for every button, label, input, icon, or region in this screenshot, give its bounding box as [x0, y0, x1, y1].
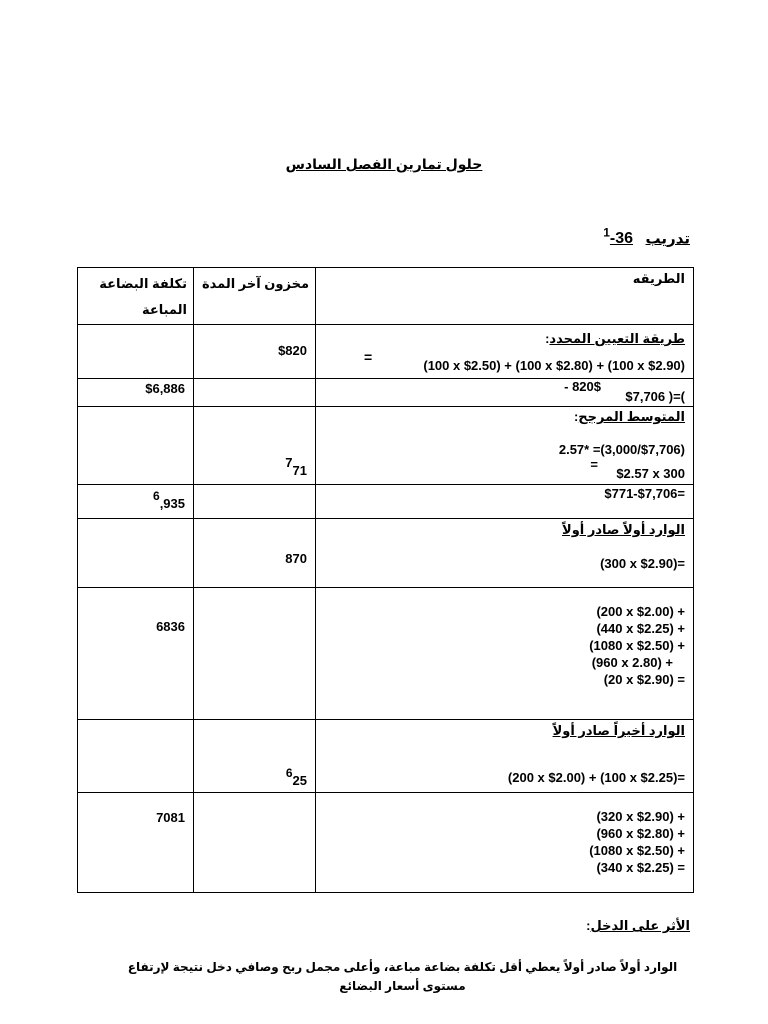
header-method-cell: [316, 268, 694, 325]
specific-calc-line: (100 x $2.50) + (100 x $2.80) + (100 x $2.90): [423, 358, 685, 373]
specific-total-line: $7,706 )=(: [625, 389, 685, 404]
fifo-inventory: 870: [285, 551, 307, 566]
table-row: [78, 325, 694, 379]
header-inventory-cell: [194, 268, 316, 325]
header-cogs-cell: [78, 268, 194, 325]
average-cogs-line: $771-$7,706=: [604, 486, 685, 501]
solution-table: [77, 267, 694, 893]
table-row: [78, 720, 694, 793]
table-row: [78, 485, 694, 519]
page-title: حلول تمارين الفصل السادس: [285, 156, 483, 172]
average-method-title: المتوسط المرجح:: [573, 409, 685, 424]
header-method: الطريقه: [632, 271, 685, 286]
exercise-number: $^1$-36: [603, 226, 634, 248]
fifo-cogs-line: (1080 x $2.50) +: [589, 638, 685, 653]
table-row: [78, 793, 694, 893]
specific-inventory: $820: [278, 343, 307, 358]
specific-subtract-line: - 820$: [564, 379, 601, 394]
table-row: [78, 588, 694, 720]
header-cogs: تكلفة البضاعة المباعة: [99, 276, 187, 317]
fifo-cogs-line: (20 x $2.90) =: [603, 672, 685, 687]
fifo-cogs-line: (200 x $2.00) +: [596, 604, 685, 619]
lifo-cogs: 7081: [156, 810, 185, 825]
table-row: [78, 519, 694, 588]
table-header-row: [78, 268, 694, 325]
average-inventory: 771: [285, 455, 307, 478]
lifo-cogs-line: (960 x $2.80) +: [596, 826, 685, 841]
effect-title: الأثر على الدخل:: [586, 918, 690, 933]
average-equals-sign: =: [590, 457, 598, 472]
lifo-cogs-line: (1080 x $2.50) +: [589, 843, 685, 858]
exercise-heading: [603, 226, 690, 248]
header-ending-inventory: مخزون آخر المدة: [201, 276, 309, 291]
average-inventory-line: $2.57 x 300: [616, 466, 685, 481]
fifo-cogs-lines: [316, 588, 693, 719]
fifo-inventory-line: (300 x $2.90)=: [600, 556, 685, 571]
lifo-method-title: الوارد أخيراً صادر أولاً: [552, 723, 685, 738]
average-unit-cost-line: 2.57* =(3,000/$7,706): [558, 442, 685, 457]
lifo-inventory: 625: [285, 766, 307, 788]
effect-text: الوارد أولاً صادر أولاً يعطي أقل تكلفة بضاعة مباعة، وأعلى مجمل ربح وصافي دخل نتيجة لإرتفاع مستوى أسعار البضائع: [127, 960, 678, 993]
lifo-cogs-line: (340 x $2.25) =: [596, 860, 685, 875]
specific-equals-sign: =: [364, 349, 373, 365]
specific-cogs: $6,886: [145, 381, 185, 396]
lifo-inventory-line: (200 x $2.00) + (100 x $2.25)=: [507, 770, 685, 785]
lifo-cogs-line: (320 x $2.90) +: [596, 809, 685, 824]
lifo-cogs-lines: [316, 793, 693, 892]
fifo-cogs: 6836: [156, 619, 185, 634]
fifo-cogs-line: (440 x $2.25) +: [596, 621, 685, 636]
table-row: [78, 379, 694, 407]
exercise-label: تدريب: [645, 230, 690, 248]
fifo-method-title: الوارد أولاً صادر أولاً: [562, 522, 685, 537]
specific-method-title: طريقة التعيين المحدد:: [545, 331, 685, 346]
average-cogs: 6,935: [153, 489, 185, 511]
table-row: [78, 407, 694, 485]
fifo-cogs-line: (960 x 2.80) +: [591, 655, 673, 670]
